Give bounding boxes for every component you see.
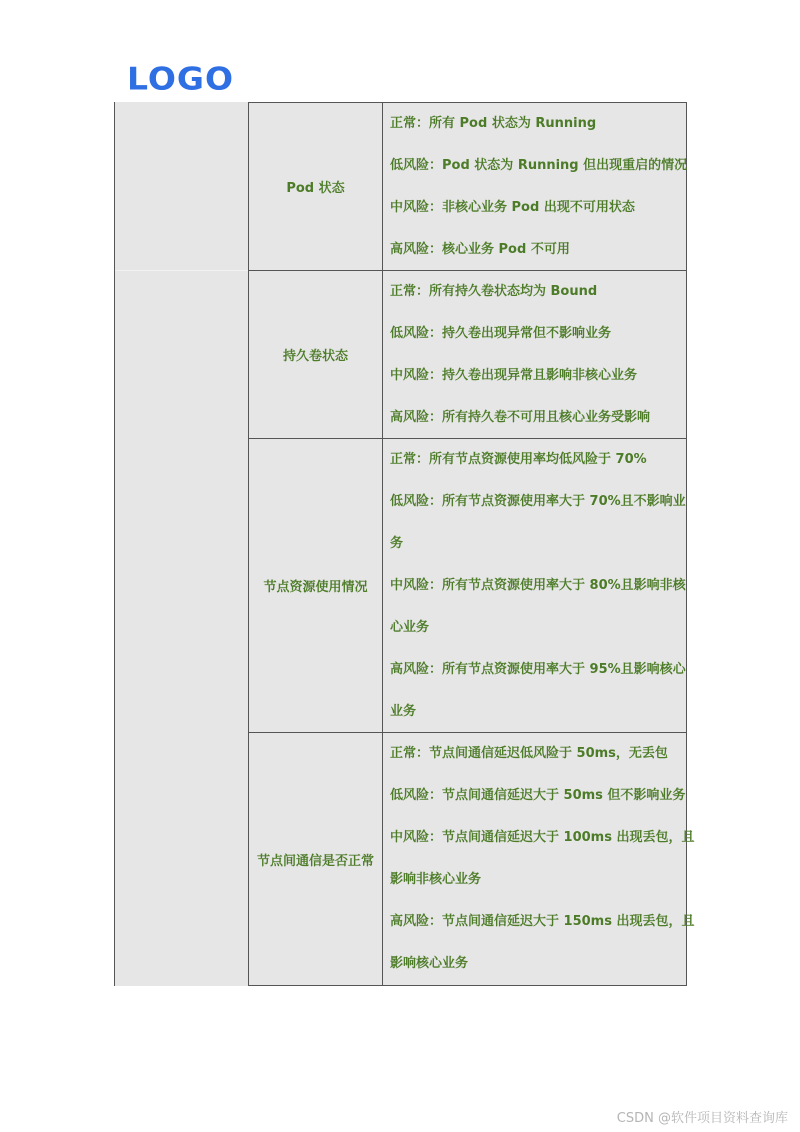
description-line: 正常：所有节点资源使用率均低风险于 70% [390, 452, 647, 467]
description-line: 中风险：节点间通信延迟大于 100ms 出现丢包，且 [390, 830, 695, 845]
description-line: 务 [390, 536, 404, 551]
description-line: 中风险：持久卷出现异常且影响非核心业务 [390, 368, 638, 383]
description-line: 影响核心业务 [390, 956, 469, 971]
row-category: Pod 状态 [249, 103, 383, 270]
logo: LOGO [127, 60, 235, 98]
row-description [383, 733, 695, 985]
table-row-node-communication [248, 732, 695, 986]
description-line: 正常：节点间通信延迟低风险于 50ms，无丢包 [390, 746, 668, 761]
csdn-watermark: CSDN @软件项目资料查询库 [616, 1111, 788, 1126]
description-line: 低风险：节点间通信延迟大于 50ms 但不影响业务 [390, 788, 686, 803]
description-line: 影响非核心业务 [390, 872, 482, 887]
description-line: 中风险：非核心业务 Pod 出现不可用状态 [390, 200, 635, 215]
description-line: 心业务 [390, 620, 430, 635]
row-description [383, 271, 687, 438]
description-line: 正常：所有持久卷状态均为 Bound [390, 284, 598, 299]
description-line: 高风险：核心业务 Pod 不可用 [390, 242, 570, 257]
description-line: 低风险：所有节点资源使用率大于 70%且不影响业 [390, 494, 686, 509]
left-column-separator [115, 270, 249, 271]
table-row-pv-status [248, 270, 687, 438]
description-line: 高风险：节点间通信延迟大于 150ms 出现丢包，且 [390, 914, 695, 929]
row-category: 节点间通信是否正常 [249, 733, 383, 985]
row-category: 节点资源使用情况 [249, 439, 383, 732]
table-left-column [114, 102, 249, 986]
description-line: 低风险：持久卷出现异常但不影响业务 [390, 326, 612, 341]
row-category: 持久卷状态 [249, 271, 383, 438]
description-line: 低风险：Pod 状态为 Running 但出现重启的情况 [390, 158, 688, 173]
description-line: 高风险：所有持久卷不可用且核心业务受影响 [390, 410, 651, 425]
table-row-node-resources [248, 438, 687, 732]
description-line: 正常：所有 Pod 状态为 Running [390, 116, 597, 131]
table-row-pod-status [248, 102, 687, 270]
row-description [383, 103, 687, 270]
description-line: 高风险：所有节点资源使用率大于 95%且影响核心 [390, 662, 686, 677]
description-line: 中风险：所有节点资源使用率大于 80%且影响非核 [390, 578, 686, 593]
risk-table [114, 102, 695, 986]
row-description [383, 439, 687, 732]
description-line: 业务 [390, 704, 417, 719]
